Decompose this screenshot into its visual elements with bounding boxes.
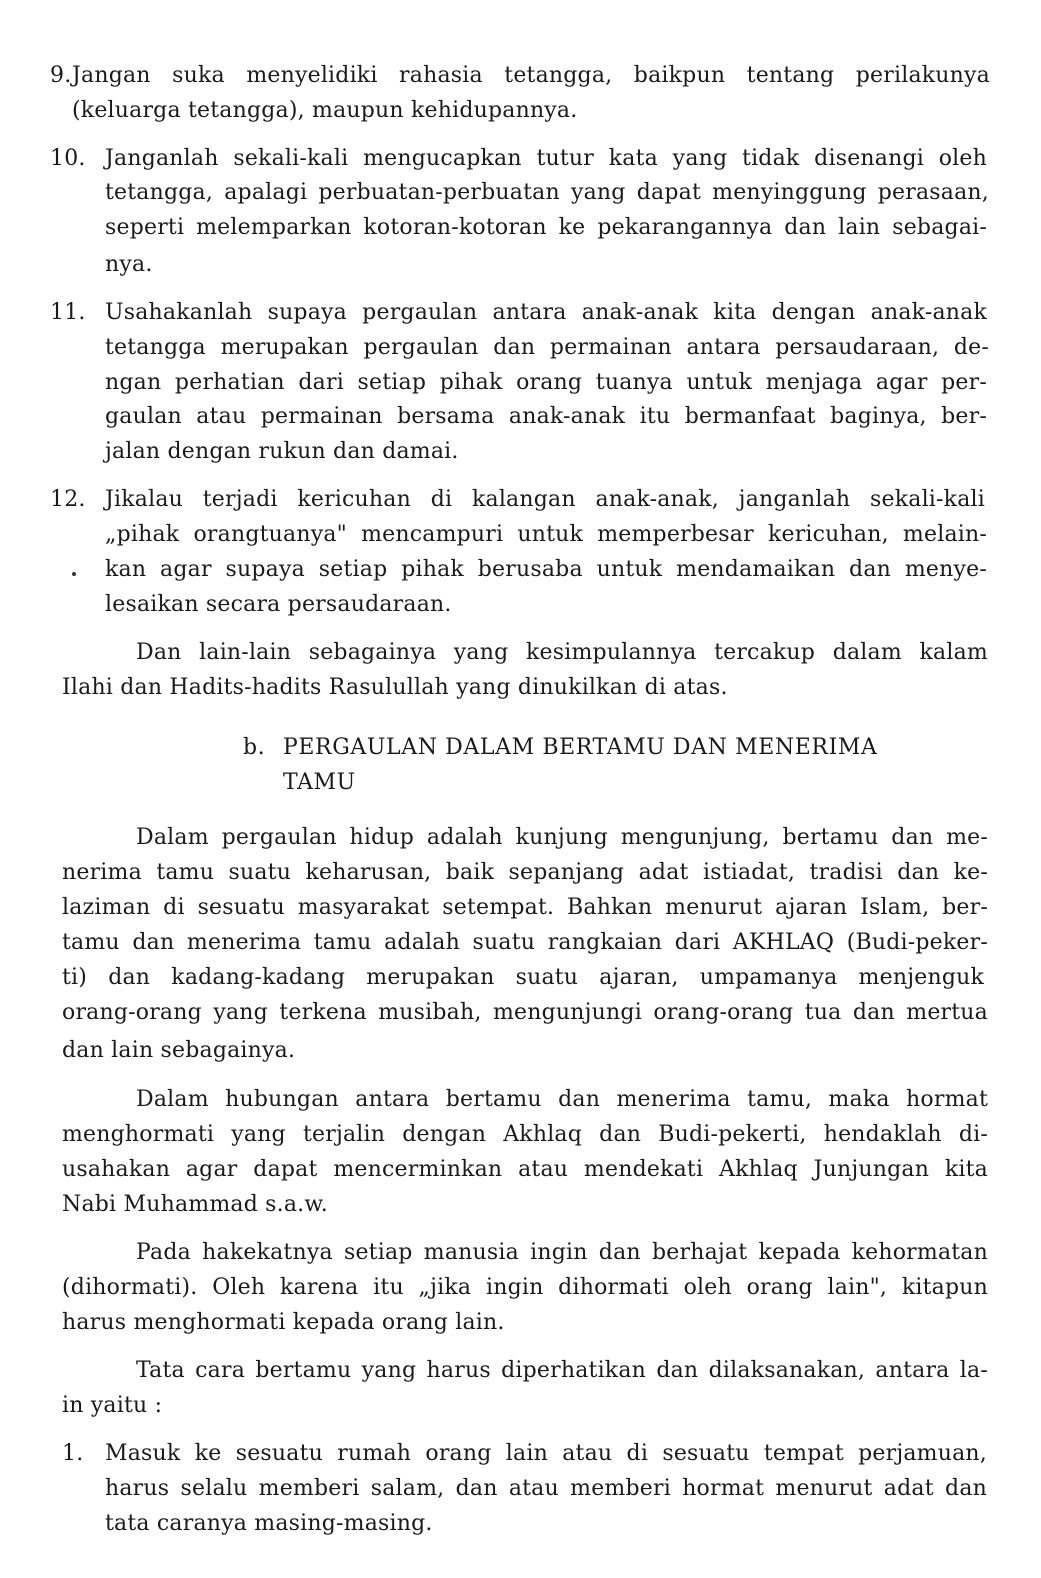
item-line: Masuk ke sesuatu rumah orang lain atau di sesuatu tempat perjamuan, [105,1441,987,1466]
item-number: 11. [50,300,86,325]
paragraph-line: (dihormati). Oleh karena itu „jika ingin dihormati oleh orang lain", kitapun [62,1275,988,1300]
item-line: tata caranya masing-masing. [105,1511,433,1536]
item-line: jalan dengan rukun dan damai. [105,439,459,464]
item-line: harus selalu memberi salam, dan atau memberi hormat menurut adat dan [105,1476,987,1501]
item-line: lesaikan secara persaudaraan. [105,592,452,617]
item-line: ngan perhatian dari setiap pihak orang tuanya untuk menjaga agar per- [105,370,987,395]
paragraph-line: orang-orang yang terkena musibah, mengunjungi orang-orang tua dan mertua [62,1000,988,1025]
section-heading: TAMU [283,770,356,795]
item-line: Jangan suka menyelidiki rahasia tetangga, baikpun tentang perilakunya [72,63,990,88]
item-line: gaulan atau permainan bersama anak-anak itu bermanfaat baginya, ber- [105,404,987,429]
item-number: 12. [50,487,86,512]
item-line: Jikalau terjadi kericuhan di kalangan anak-anak, janganlah sekali-kali [105,487,985,512]
paragraph-line: Dalam hubungan antara bertamu dan menerima tamu, maka hormat [136,1087,988,1112]
item-line: Janganlah sekali-kali mengucapkan tutur kata yang tidak disenangi oleh [105,146,987,171]
paragraph-line: ti) dan kadang-kadang merupakan suatu ajaran, umpamanya menjenguk [62,965,984,990]
item-line: seperti melemparkan kotoran-kotoran ke pekarangannya dan lain sebagai- [105,215,987,240]
item-number: 10. [50,146,86,171]
section-letter: b. [243,735,266,760]
paragraph-line: Tata cara bertamu yang harus diperhatikan dan dilaksanakan, antara la- [136,1358,988,1383]
item-line: nya. [105,252,153,277]
item-line: Usahakanlah supaya pergaulan antara anak-anak kita dengan anak-anak [105,300,987,325]
item-line: „pihak orangtuanya" mencampuri untuk memperbesar kericuhan, melain- [105,522,987,547]
item-line: (keluarga tetangga), maupun kehidupannya. [72,98,578,123]
paragraph-line: nerima tamu suatu keharusan, baik sepanjang adat istiadat, tradisi dan ke- [62,860,988,885]
paragraph-line: tamu dan menerima tamu adalah suatu rangkaian dari AKHLAQ (Budi-peker- [62,930,988,955]
item-line: tetangga merupakan pergaulan dan permainan antara persaudaraan, de- [105,335,989,360]
print-speck [72,572,76,576]
paragraph-line: usahakan agar dapat mencerminkan atau mendekati Akhlaq Junjungan kita [62,1157,988,1182]
paragraph-line: menghormati yang terjalin dengan Akhlaq dan Budi-pekerti, hendaklah di- [62,1122,988,1147]
paragraph-line: Nabi Muhammad s.a.w. [62,1192,328,1217]
item-number: 1. [62,1441,84,1466]
paragraph-line: Ilahi dan Hadits-hadits Rasulullah yang dinukilkan di atas. [62,675,728,700]
paragraph-line: Pada hakekatnya setiap manusia ingin dan berhajat kepada kehormatan [136,1240,988,1265]
paragraph-line: Dan lain-lain sebagainya yang kesimpulannya tercakup dalam kalam [136,640,988,665]
item-line: tetangga, apalagi perbuatan-perbuatan yang dapat menyinggung perasaan, [105,180,989,205]
paragraph-line: in yaitu : [62,1393,163,1418]
item-line: kan agar supaya setiap pihak berusaba untuk mendamaikan dan menye- [105,557,987,582]
paragraph-line: harus menghormati kepada orang lain. [62,1310,505,1335]
paragraph-line: laziman di sesuatu masyarakat setempat. Bahkan menurut ajaran Islam, ber- [62,895,988,920]
paragraph-line: dan lain sebagainya. [62,1038,296,1063]
item-number: 9. [50,63,72,88]
paragraph-line: Dalam pergaulan hidup adalah kunjung mengunjung, bertamu dan me- [136,825,988,850]
section-heading: PERGAULAN DALAM BERTAMU DAN MENERIMA [283,735,878,760]
